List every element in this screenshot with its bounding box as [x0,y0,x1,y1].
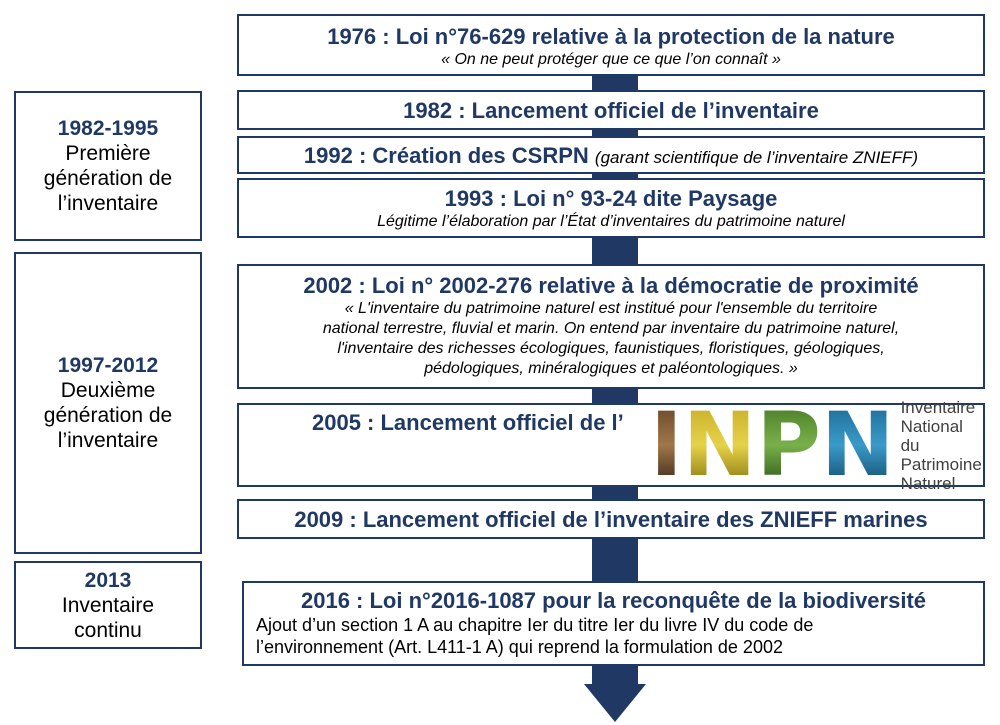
period-line: génération de [43,167,173,190]
period-first-generation [14,91,202,241]
milestone-2016 [242,581,985,666]
logo-text-line: National du [900,416,963,455]
inpn-logo [650,393,984,496]
milestone-title-text: 1992 : Création des CSRPN [303,143,589,168]
timeline-arrowhead [584,684,646,722]
period-line: génération de [43,404,173,427]
milestone-1993 [237,178,985,238]
milestone-note: (garant scientifique de l’inventaire ZNIEFF) [594,148,919,167]
inpn-logo-text [901,398,984,493]
period-line: Inventaire [61,593,155,617]
milestone-title [239,143,983,171]
logo-letter: I [650,393,683,496]
logo-letter: P [756,393,821,496]
period-line: continu [74,618,142,642]
milestone-quote-line: pédologiques, minéralogiques et paléontologiques. » [424,360,798,377]
milestone-desc-line: l’environnement (Art. L411-1 A) qui reprend la formulation de 2002 [256,637,783,657]
milestone-title: 2002 : Loi n° 2002-276 relative à la démocratie de proximité [303,273,919,298]
logo-letter: N [682,393,757,496]
period-years: 1997-2012 [57,354,159,377]
logo-text-line: Patrimoine [900,454,982,474]
period-line: l’inventaire [57,429,159,452]
milestone-quote-line: « L'inventaire du patrimoine naturel est institué pour l'ensemble du territoire [344,300,878,317]
period-line: l’inventaire [57,192,159,215]
milestone-title: 2016 : Loi n°2016-1087 pour la reconquête de la biodiversité [300,588,927,613]
logo-letter: N [820,393,895,496]
milestone-1982 [237,90,985,130]
milestone-title: 1993 : Loi n° 93-24 dite Paysage [444,186,778,211]
period-years: 2013 [84,568,132,592]
milestone-1976 [237,14,985,76]
milestone-quote-line: l'inventaire des richesses écologiques, faunistiques, floristiques, géologiques, [337,340,885,357]
period-line: Deuxième [60,379,156,402]
period-continuous [14,561,202,649]
milestone-title: 1982 : Lancement officiel de l’inventaire [403,98,819,123]
period-line: Première [65,142,151,165]
milestone-desc-line: Ajout d’un section 1 A au chapitre Ier du titre Ier du livre IV du code de [256,615,814,635]
milestone-1992 [237,136,985,174]
milestone-2002 [237,264,985,389]
logo-text-line: Inventaire [900,397,976,417]
inpn-logo-letters [650,393,895,496]
milestone-title: 2005 : Lancement officiel de l’ [312,410,624,435]
logo-text-line: Naturel [900,473,956,493]
milestone-2009 [237,499,985,539]
milestone-subtitle: Légitime l’élaboration par l’État d’inventaires du patrimoine naturel [377,213,845,230]
period-second-generation [14,252,202,554]
milestone-title: 1976 : Loi n°76-629 relative à la protection de la nature [327,24,895,49]
milestone-subtitle: « On ne peut protéger que ce que l’on connaît » [441,51,781,68]
milestone-title: 2009 : Lancement officiel de l’inventaire des ZNIEFF marines [294,507,928,532]
milestone-quote-line: national terrestre, fluvial et marin. On entend par inventaire du patrimoine naturel, [322,320,900,337]
period-years: 1982-1995 [57,117,159,140]
